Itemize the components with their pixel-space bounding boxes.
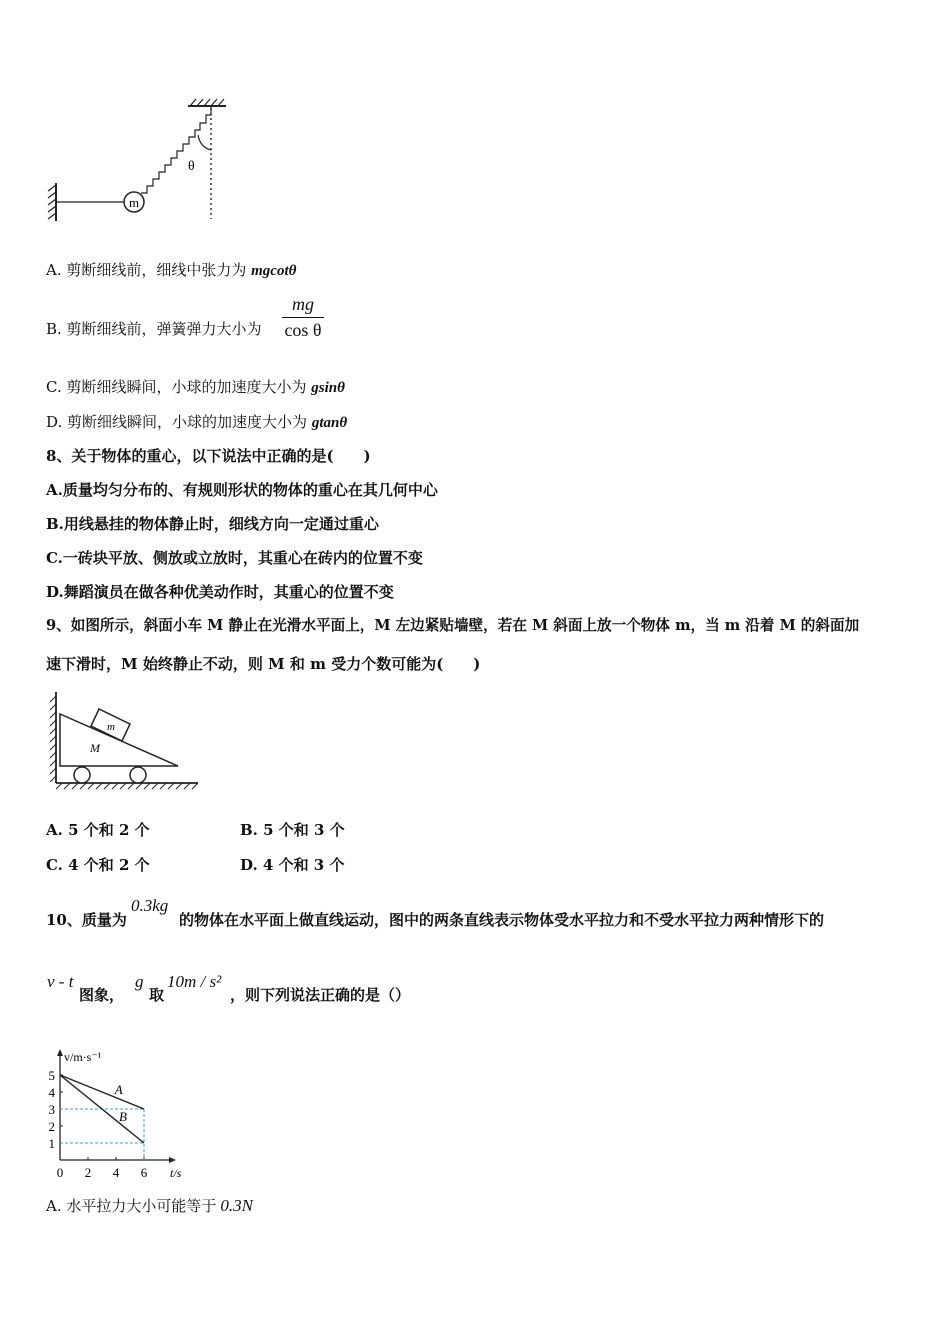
x-tick-label: 0 — [56, 1165, 64, 1180]
theta-label: θ — [188, 159, 195, 174]
series-line-A — [60, 1075, 144, 1109]
y-axis-label: v/m·s⁻¹ — [64, 1050, 102, 1064]
q10-g: g — [135, 972, 144, 991]
q8-option-c: C.一砖块平放、侧放或立放时，其重心在砖内的位置不变 — [46, 549, 423, 567]
q10-stem-pre: 10、质量为 — [46, 911, 127, 929]
q7-option-a — [46, 260, 296, 281]
block-label: m — [107, 721, 115, 733]
q10-g-value: 10m / s² — [167, 972, 222, 991]
q10-stem-post: 的物体在水平面上做直线运动，图中的两条直线表示物体受水平拉力和不受水平拉力两种情形下的 — [179, 911, 825, 929]
q9-option-a: A. 5 个和 2 个 — [46, 821, 150, 839]
q7-option-b-text: B. 剪断细线前，弹簧弹力大小为 — [46, 320, 262, 338]
q10-line2-a: 图象， — [79, 986, 125, 1004]
q8-option-a: A.质量均匀分布的、有规则形状的物体的重心在其几何中心 — [46, 481, 438, 499]
q8-stem: 8、关于物体的重心，以下说法中正确的是( ) — [46, 447, 371, 465]
q7-option-d-text: D. 剪断细线瞬间，小球的加速度大小为 — [46, 413, 312, 431]
q7-option-b — [46, 319, 262, 339]
fraction-numerator: mg — [282, 294, 324, 318]
q7-option-b-fraction — [282, 294, 324, 341]
q9-option-c: C. 4 个和 2 个 — [46, 856, 150, 874]
q10-vt: v - t — [47, 972, 74, 991]
q10-mass: 0.3kg — [131, 896, 169, 915]
q10-option-a — [46, 1196, 253, 1216]
q7-option-a-math: mgcotθ — [251, 263, 297, 279]
fraction-denominator: cos θ — [284, 320, 322, 340]
x-tick-label: 4 — [112, 1165, 120, 1180]
q9-option-b: B. 5 个和 3 个 — [240, 821, 345, 839]
y-tick-label: 1 — [48, 1136, 55, 1151]
q10-line2-c: ，则下列说法正确的是（） — [230, 986, 411, 1004]
y-tick-label: 3 — [48, 1102, 55, 1117]
q7-option-c-text: C. 剪断细线瞬间，小球的加速度大小为 — [46, 378, 312, 396]
y-axis-arrow — [57, 1049, 63, 1056]
q9-option-d: D. 4 个和 3 个 — [240, 856, 345, 874]
q8-option-b: B.用线悬挂的物体静止时，细线方向一定通过重心 — [46, 515, 379, 533]
spring-ball-figure — [40, 95, 240, 225]
y-tick-label: 4 — [48, 1085, 55, 1100]
q10-option-a-math: 0.3N — [220, 1196, 253, 1215]
q9-stem-line1: 9、如图所示，斜面小车 M 静止在光滑水平面上，M 左边紧贴墙壁，若在 M 斜面上放一个物体 m，当 m 沿着 M 的斜面加 — [46, 617, 860, 634]
series-label-A: A — [114, 1081, 123, 1097]
vt-chart — [40, 1035, 200, 1185]
wedge-cart-figure — [40, 688, 210, 798]
y-tick-label: 2 — [48, 1119, 55, 1134]
q10-line2-b: 取 — [149, 986, 165, 1004]
q7-option-d-math: gtanθ — [311, 415, 348, 431]
q7-option-d — [46, 412, 347, 433]
q7-option-a-text: A. 剪断细线前，细线中张力为 — [46, 261, 252, 279]
x-tick-label: 6 — [140, 1165, 148, 1180]
series-label-B: B — [119, 1109, 127, 1124]
wedge-label: M — [90, 741, 100, 755]
q7-option-c-math: gsinθ — [311, 380, 345, 396]
q10-option-a-text: A. 水平拉力大小可能等于 — [46, 1197, 217, 1215]
y-tick-label: 5 — [48, 1068, 55, 1083]
x-axis-arrow — [169, 1157, 176, 1163]
q8-option-d: D.舞蹈演员在做各种优美动作时，其重心的位置不变 — [46, 583, 394, 601]
ball-label: m — [128, 195, 140, 210]
q9-stem-line2: 速下滑时，M 始终静止不动，则 M 和 m 受力个数可能为( ) — [46, 655, 481, 673]
x-tick-label: 2 — [84, 1165, 92, 1180]
x-axis-label: t/s — [170, 1166, 182, 1180]
q7-option-c — [46, 377, 345, 398]
